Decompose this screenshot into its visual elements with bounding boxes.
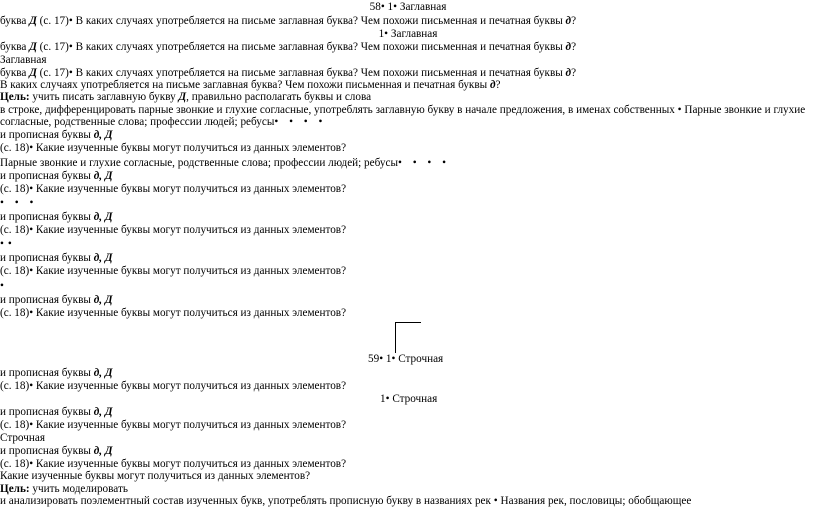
bullet-dots: •• [0,238,16,250]
bullet-icon: • [68,41,73,53]
lesson-number: 58 [369,1,381,13]
bullet-icon: • [29,458,34,470]
q18-line: (с. 18)• Какие изученные буквы могут получиться из данных элементов? [0,307,347,319]
pair-line: и прописная буквы д, Д [0,445,113,457]
bullet-dots: • • • [0,197,38,209]
bullet-icon: • [29,224,34,236]
bullet-icon: • [493,495,498,507]
pair-line: и прописная буквы д, Д [0,211,113,223]
bullet-icon: • [68,67,73,79]
question-plain: Какие изученные буквы могут получиться из данных элементов? [0,470,311,482]
bullet-dots: • • • • [397,157,451,169]
bullet-icon: • [380,1,385,13]
lesson-58-header: 58• 1• Заглавная [369,1,447,13]
bullet-icon: • [29,142,34,154]
q18-line: (с. 18)• Какие изученные буквы могут получиться из данных элементов? [0,142,347,154]
letter-element-drawing [395,322,421,353]
bullet-icon: • [29,265,34,277]
pair-line: и прописная буквы д, Д [0,170,113,182]
bullet-icon: • [29,380,34,392]
lesson-59-header: 59• 1• Строчная [368,353,444,365]
bullet-dots: • • • • [274,116,327,128]
bullet-icon: • [29,419,34,431]
bullet-icon: • [677,104,682,116]
heading-alone: Строчная [0,432,45,444]
topic-line: Парные звонкие и глухие согласные, родственные слова; профессии людей; ребусы• • • • [0,157,451,169]
bullet-icon: • [393,1,398,13]
bullet-icon: • [29,183,34,195]
lesson-number: 59 [368,353,380,365]
bullet-icon: • [68,15,73,27]
q18-line: (с. 18)• Какие изученные буквы могут получиться из данных элементов? [0,183,347,195]
task-line: буква Д (с. 17)• В каких случаях употребляется на письме заглавная буква? Чем похожи письменная и печатная буквы д? [0,15,577,27]
goal-line-2: в строке, дифференцировать парные звонкие и глухие согласные, употреблять заглавную букву в начале предложения, в именах собственных • Парные звонкие и глухие [0,104,806,116]
sub-header: 1• Заглавная [378,28,438,40]
lesson-heading: Строчная [398,353,444,365]
topic-continuation: согласные, родственные слова; профессии людей; ребусы• • • • [0,116,327,128]
bullet-icon: • [384,28,389,40]
bullet-icon: • [391,353,396,365]
lesson-heading: Заглавная [399,1,447,13]
q18-line: (с. 18)• Какие изученные буквы могут получиться из данных элементов? [0,458,347,470]
question-line: В каких случаях употребляется на письме заглавная буква? Чем похожи письменная и печатная буквы д? [0,79,501,91]
pair-line: и прописная буквы д, Д [0,294,113,306]
pair-line: и прописная буквы д, Д [0,406,113,418]
q18-line: (с. 18)• Какие изученные буквы могут получиться из данных элементов? [0,224,347,236]
sub-header: 1• Строчная [380,393,438,405]
bullet-dots: • [0,280,8,292]
pair-line: и прописная буквы д, Д [0,129,113,141]
pair-line: и прописная буквы д, Д [0,367,113,379]
bullet-icon: • [29,307,34,319]
task-line: буква Д (с. 17)• В каких случаях употребляется на письме заглавная буква? Чем похожи письменная и печатная буквы д? [0,41,577,53]
pair-line: и прописная буквы д, Д [0,252,113,264]
goal-line: Цель: учить писать заглавную букву Д, правильно располагать буквы и слова [0,91,372,103]
q18-line: (с. 18)• Какие изученные буквы могут получиться из данных элементов? [0,380,347,392]
q18-line: (с. 18)• Какие изученные буквы могут получиться из данных элементов? [0,265,347,277]
bullet-icon: • [385,393,390,405]
goal-line: Цель: учить моделировать [0,483,128,495]
bullet-icon: • [379,353,384,365]
task-line: буква Д (с. 17)• В каких случаях употребляется на письме заглавная буква? Чем похожи письменная и печатная буквы д? [0,67,577,79]
heading-alone: Заглавная [0,54,47,66]
goal-line-2: и анализировать поэлементный состав изученных букв, употреблять прописную букву в названиях рек • Названия рек, пословицы; обобщающее [0,495,692,507]
q18-line: (с. 18)• Какие изученные буквы могут получиться из данных элементов? [0,419,347,431]
